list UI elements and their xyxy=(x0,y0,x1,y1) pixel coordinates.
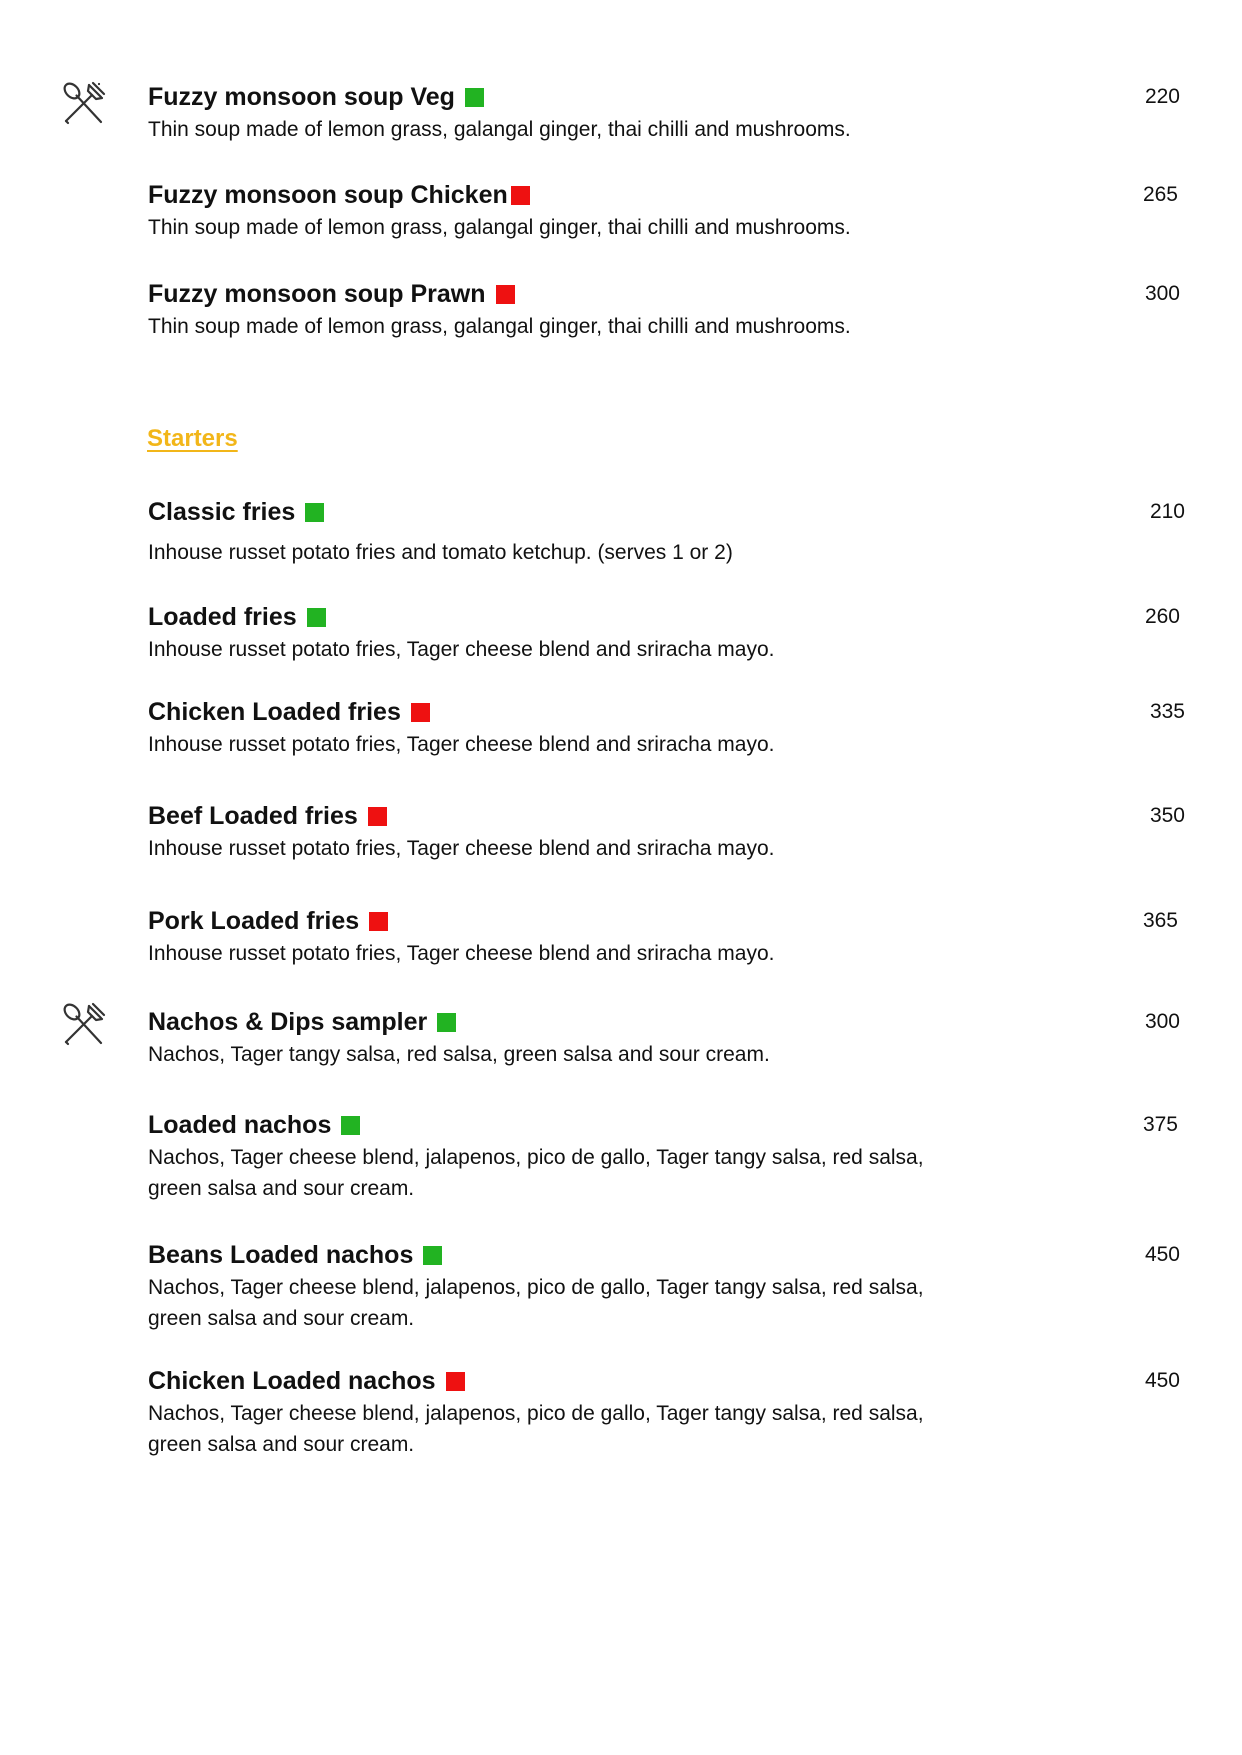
item-name: Beef Loaded fries xyxy=(148,802,358,830)
item-price: 450 xyxy=(1144,1243,1180,1266)
menu-item xyxy=(148,1366,1180,1460)
item-description: Inhouse russet potato fries, Tager cheese blend and sriracha mayo. xyxy=(148,942,775,965)
fork-and-spoon-icon xyxy=(59,80,107,128)
item-name: Chicken Loaded fries xyxy=(148,698,401,726)
menu-item xyxy=(148,82,1180,145)
non-veg-marker xyxy=(411,703,430,722)
item-name: Chicken Loaded nachos xyxy=(148,1367,436,1395)
menu-item xyxy=(148,180,1178,243)
item-price: 300 xyxy=(1144,282,1180,305)
item-price: 375 xyxy=(1142,1113,1178,1136)
item-price: 210 xyxy=(1149,500,1185,523)
non-veg-marker xyxy=(369,912,388,931)
menu-item xyxy=(148,497,1185,568)
veg-marker xyxy=(465,88,484,107)
item-price: 300 xyxy=(1144,1010,1180,1033)
item-name: Fuzzy monsoon soup Veg xyxy=(148,83,455,111)
item-name: Fuzzy monsoon soup Chicken xyxy=(148,181,508,209)
item-price: 350 xyxy=(1149,804,1185,827)
item-description: Nachos, Tager cheese blend, jalapenos, pico de gallo, Tager tangy salsa, red salsa, green salsa and sour cream. xyxy=(148,1276,924,1330)
item-description: Inhouse russet potato fries and tomato ketchup. (serves 1 or 2) xyxy=(148,541,733,564)
item-price: 220 xyxy=(1144,85,1180,108)
veg-marker xyxy=(437,1013,456,1032)
menu-item xyxy=(148,906,1178,969)
non-veg-marker xyxy=(446,1372,465,1391)
veg-marker xyxy=(341,1116,360,1135)
item-description: Inhouse russet potato fries, Tager cheese blend and sriracha mayo. xyxy=(148,638,775,661)
menu-item xyxy=(148,1007,1180,1070)
item-description: Nachos, Tager cheese blend, jalapenos, pico de gallo, Tager tangy salsa, red salsa, green salsa and sour cream. xyxy=(148,1146,924,1200)
menu-item xyxy=(148,602,1180,665)
item-price: 450 xyxy=(1144,1369,1180,1392)
section-title-starters: Starters xyxy=(147,425,238,452)
menu-item xyxy=(148,1240,1180,1334)
fork-and-spoon-icon xyxy=(59,1001,107,1049)
item-description: Nachos, Tager cheese blend, jalapenos, pico de gallo, Tager tangy salsa, red salsa, green salsa and sour cream. xyxy=(148,1402,924,1456)
item-name: Nachos & Dips sampler xyxy=(148,1008,428,1036)
item-name: Fuzzy monsoon soup Prawn xyxy=(148,280,486,308)
item-description: Thin soup made of lemon grass, galangal ginger, thai chilli and mushrooms. xyxy=(148,118,851,141)
menu-item xyxy=(148,697,1185,760)
item-name: Loaded fries xyxy=(148,603,297,631)
item-description: Inhouse russet potato fries, Tager cheese blend and sriracha mayo. xyxy=(148,733,775,756)
item-price: 265 xyxy=(1142,183,1178,206)
item-price: 335 xyxy=(1149,700,1185,723)
menu-item xyxy=(148,801,1185,864)
non-veg-marker xyxy=(511,186,530,205)
menu-item xyxy=(148,279,1180,342)
item-description: Thin soup made of lemon grass, galangal ginger, thai chilli and mushrooms. xyxy=(148,315,851,338)
item-description: Inhouse russet potato fries, Tager cheese blend and sriracha mayo. xyxy=(148,837,775,860)
item-name: Beans Loaded nachos xyxy=(148,1241,414,1269)
non-veg-marker xyxy=(368,807,387,826)
item-price: 365 xyxy=(1142,909,1178,932)
item-name: Classic fries xyxy=(148,498,296,526)
veg-marker xyxy=(307,608,326,627)
item-description: Nachos, Tager tangy salsa, red salsa, green salsa and sour cream. xyxy=(148,1043,770,1066)
item-name: Loaded nachos xyxy=(148,1111,332,1139)
item-name: Pork Loaded fries xyxy=(148,907,360,935)
non-veg-marker xyxy=(496,285,515,304)
veg-marker xyxy=(423,1246,442,1265)
menu-item xyxy=(148,1110,1178,1204)
veg-marker xyxy=(305,503,324,522)
item-price: 260 xyxy=(1144,605,1180,628)
item-description: Thin soup made of lemon grass, galangal ginger, thai chilli and mushrooms. xyxy=(148,216,851,239)
